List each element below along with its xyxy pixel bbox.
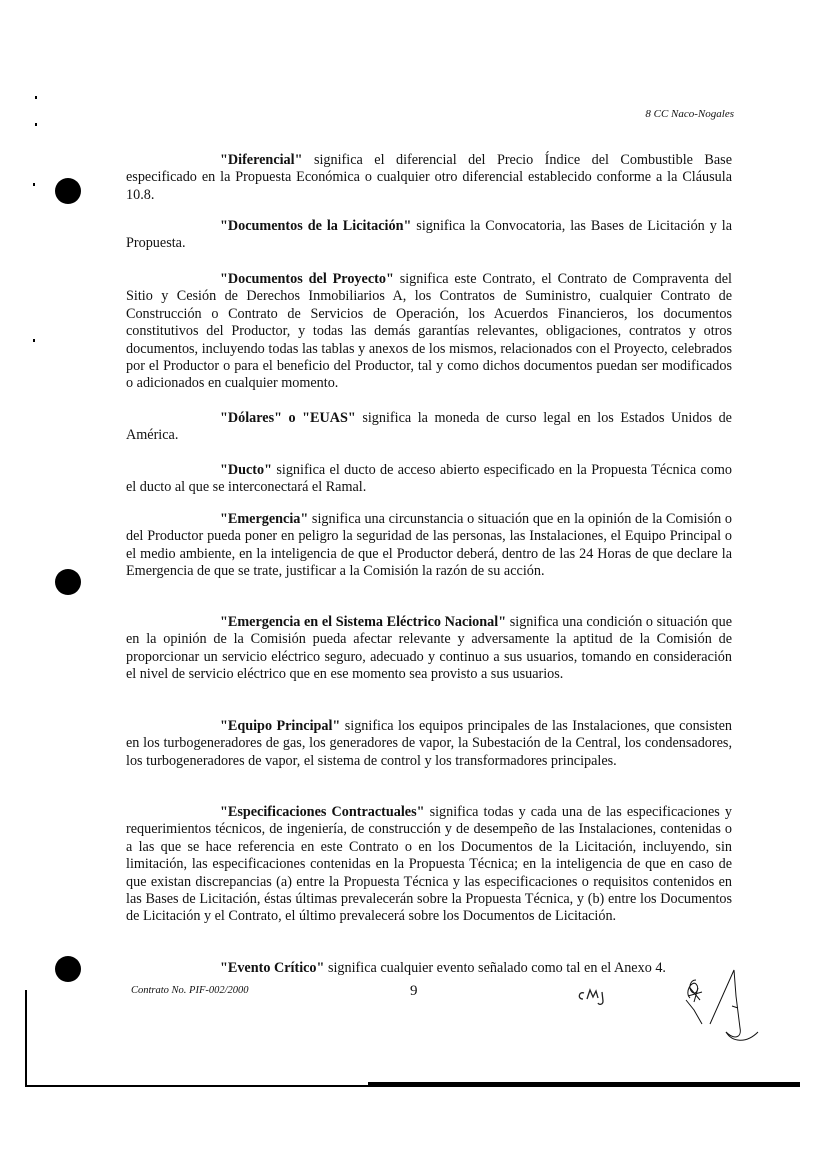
- scan-border-bottom-thick: [368, 1082, 800, 1086]
- definition-emergencia-sen: [126, 614, 732, 684]
- definition-dolares: [126, 410, 732, 445]
- definition-text: significa el ducto de acceso abierto especificado en la Propuesta Técnica como el ducto al que se interconectará el Ramal.: [126, 462, 732, 496]
- definition-term: "Evento Crítico": [220, 960, 325, 976]
- footer-contract-number: Contrato No. PIF-002/2000: [131, 985, 249, 996]
- header-reference: 8 CC Naco-Nogales: [645, 108, 734, 120]
- handwritten-signature-icon: [672, 966, 772, 1056]
- definition-text: significa todas y cada una de las especificaciones y requerimientos técnicos, de ingeniería, de construcción y de desempeño de las Instalaciones, contenidas o a las que se hace referencia en este Contrato o en los Documentos de la Licitación, incluyendo, sin limitación, las especificaciones contenidas en la Propuesta Técnica; en la inteligencia de que en caso de que existan discrepancias (a) entre la Propuesta Técnica y las especificaciones o requisitos contenidos en las Bases de Licitación, éstas últimas prevalecerán sobre la Propuesta Técnica, y (b) entre los Documentos de Licitación y el Contrato, el último prevalecerá sobre los Documentos de Licitación.: [126, 804, 733, 925]
- definition-evento-critico: [126, 960, 732, 977]
- initials-scribble-icon: [575, 985, 615, 1007]
- definition-emergencia: [126, 511, 732, 581]
- scan-border-left: [25, 990, 27, 1086]
- definition-documentos-proyecto: [126, 271, 732, 393]
- definition-equipo-principal: [126, 718, 732, 770]
- definition-term: "Especificaciones Contractuales": [220, 804, 425, 820]
- handwritten-initials: [575, 985, 615, 1011]
- punch-hole-icon: [55, 178, 81, 204]
- definition-documentos-licitacion: [126, 218, 732, 253]
- punch-hole-icon: [55, 569, 81, 595]
- scan-speck: [35, 96, 37, 99]
- definition-diferencial: [126, 152, 732, 204]
- scan-speck: [33, 339, 35, 342]
- definition-text: significa cualquier evento señalado como tal en el Anexo 4.: [324, 960, 666, 976]
- definition-term: "Diferencial": [220, 152, 303, 168]
- definition-text: significa una condición o situación que en la opinión de la Comisión pueda afectar relevante y adversamente la aptitud de la Comisión de proporcionar un servicio eléctrico seguro, adecuado y continuo a sus usuarios, tomando en consideración el nivel de servicio eléctrico que en ese momento sea provisto a sus usuarios.: [126, 614, 732, 683]
- definition-term: "Dólares" o "EUAS": [220, 410, 356, 426]
- definition-term: "Documentos del Proyecto": [220, 271, 394, 287]
- scan-speck: [33, 183, 35, 186]
- definition-text: significa este Contrato, el Contrato de Compraventa del Sitio y Cesión de Derechos Inmobiliarios A, los Contratos de Suministro, cualquier Contrato de Construcción o Contrato de Servicios de Operación, los Acuerdos Financieros, los documentos constitutivos del Productor, y todas las demás garantías relevantes, obligaciones, contratos y otros documentos, incluyendo todas las tablas y anexos de los mismos, relacionados con el Proyecto, celebrados por el Productor o para el beneficio del Productor, tal y como dichos documentos puedan ser modificados o adicionados en cualquier momento.: [126, 271, 733, 392]
- definition-text: significa los equipos principales de las Instalaciones, que consisten en los turbogeneradores de gas, los generadores de vapor, la Subestación de la Central, los condensadores, los turbogeneradores de vapor, el sistema de control y los transformadores principales.: [126, 718, 732, 769]
- definition-term: "Emergencia en el Sistema Eléctrico Nacional": [220, 614, 507, 630]
- definition-text: significa el diferencial del Precio Índice del Combustible Base especificado en la Propuesta Económica o cualquier otro diferencial establecido conforme a la Cláusula 10.8.: [126, 152, 732, 203]
- definition-especificaciones-contractuales: [126, 804, 732, 926]
- definition-ducto: [126, 462, 732, 497]
- page-number: 9: [410, 983, 418, 999]
- definition-term: "Ducto": [220, 462, 273, 478]
- definition-term: "Emergencia": [220, 511, 309, 527]
- definition-term: "Equipo Principal": [220, 718, 341, 734]
- punch-hole-icon: [55, 956, 81, 982]
- definition-term: "Documentos de la Licitación": [220, 218, 412, 234]
- definition-text: significa una circunstancia o situación que en la opinión de la Comisión o del Productor pueda poner en peligro la seguridad de las personas, las Instalaciones, el Equipo Principal o el medio ambiente, en la inteligencia de que el Productor deberá, dentro de las 24 Horas de que declare la Emergencia de que se trate, justificar a la Comisión la razón de su acción.: [126, 511, 732, 580]
- definition-text: significa la moneda de curso legal en los Estados Unidos de América.: [126, 410, 732, 444]
- scan-speck: [35, 123, 37, 126]
- definition-text: significa la Convocatoria, las Bases de Licitación y la Propuesta.: [126, 218, 732, 252]
